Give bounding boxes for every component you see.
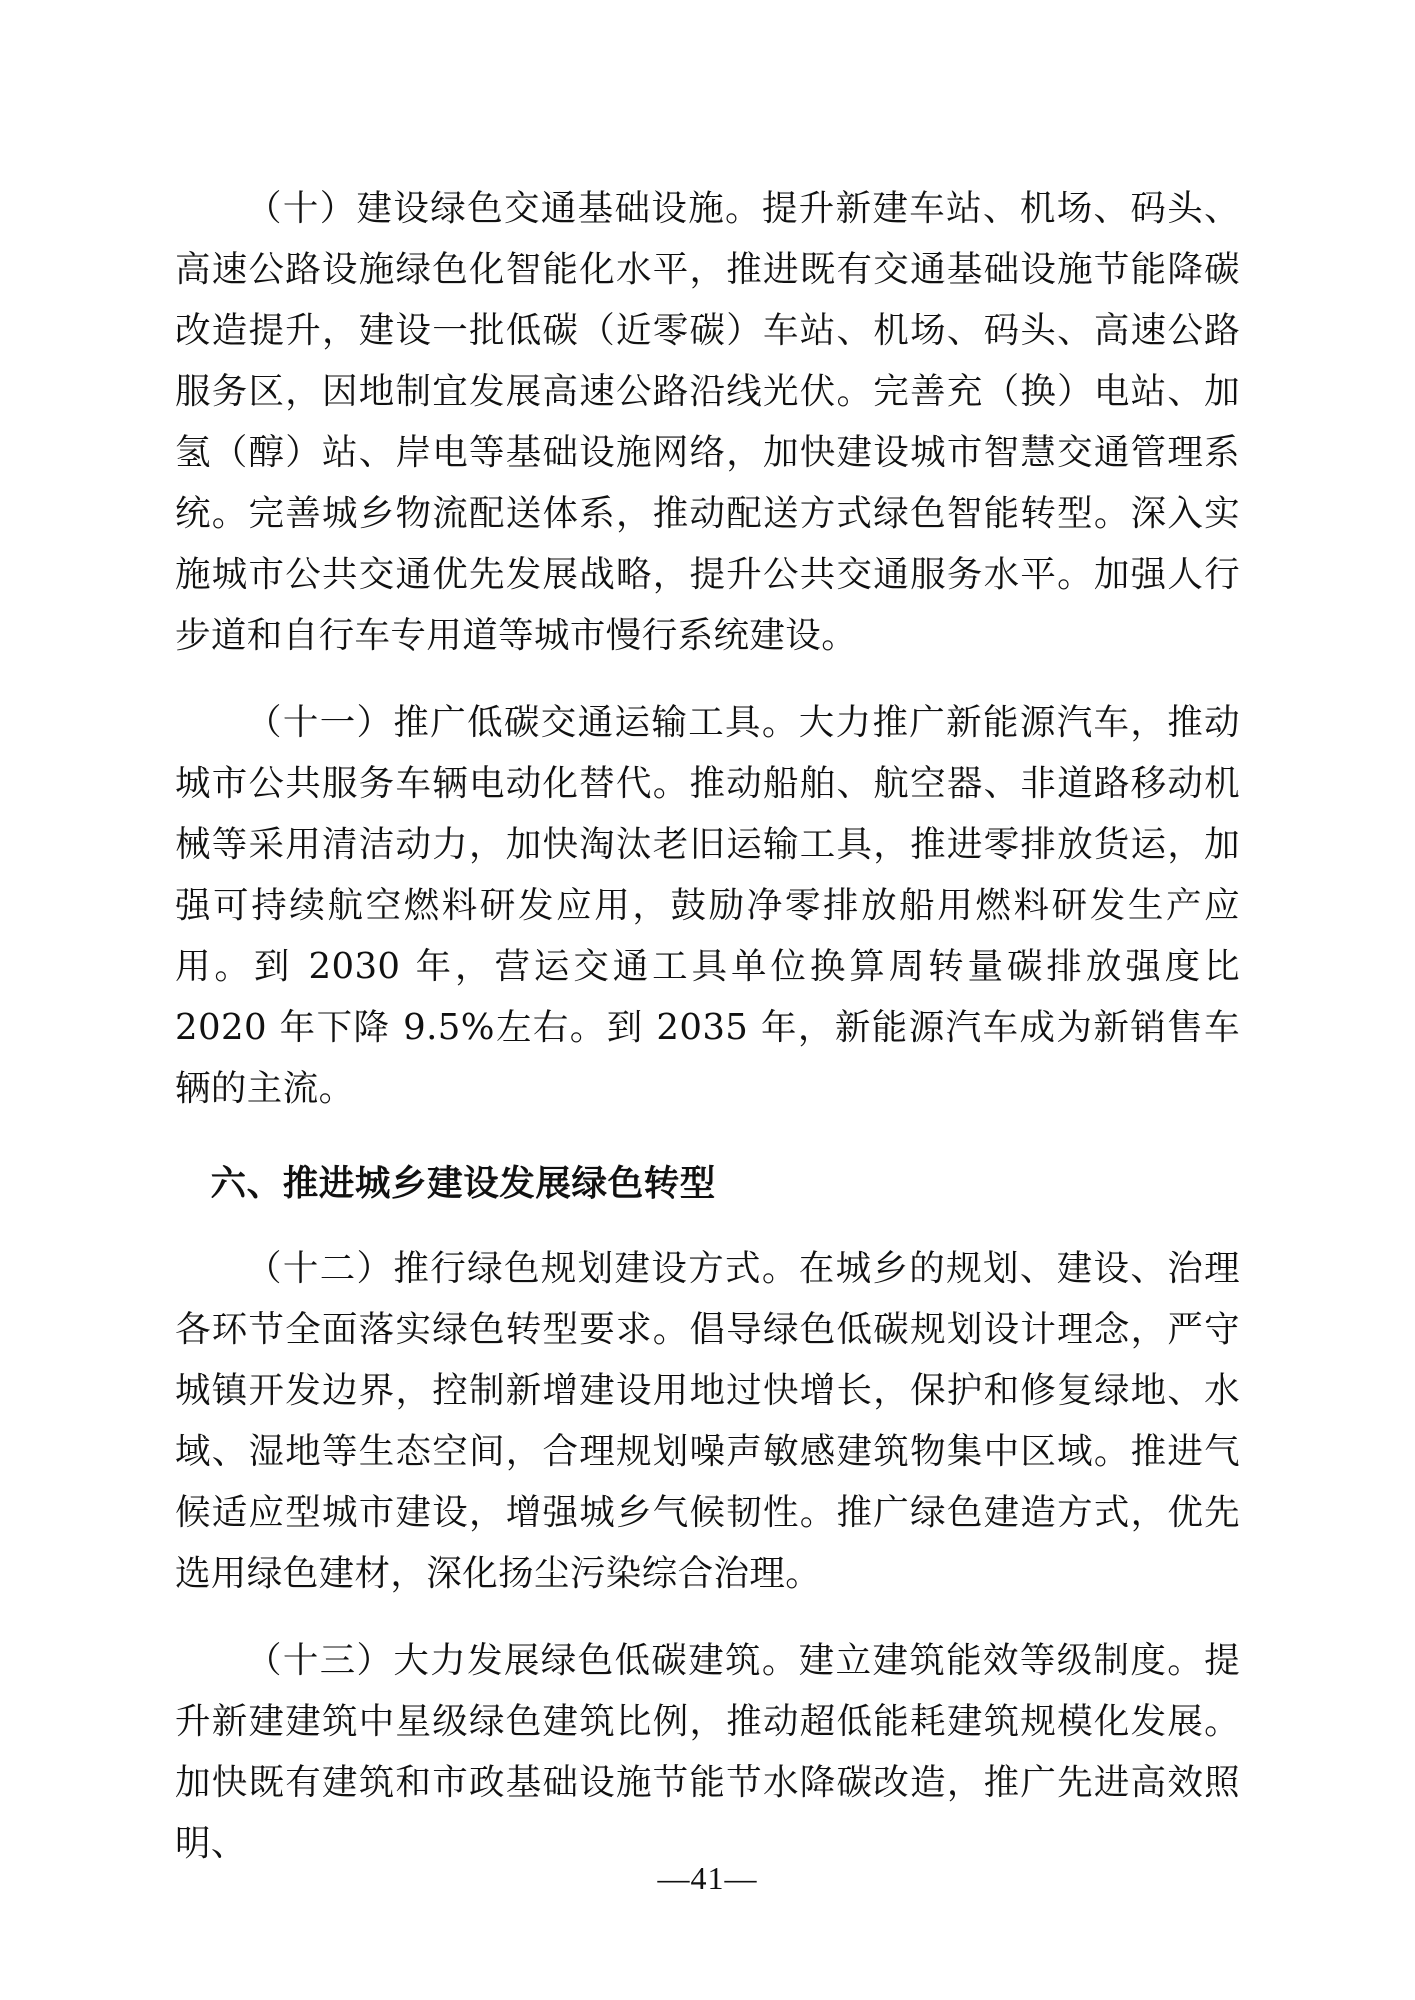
page-content <box>175 178 1240 1900</box>
page-number: —41— <box>657 1860 758 1896</box>
paragraph-item-10: （十）建设绿色交通基础设施。提升新建车站、机场、码头、高速公路设施绿色化智能化水平，推进既有交通基础设施节能降碳改造提升，建设一批低碳（近零碳）车站、机场、码头、高速公路服务区，因地制宜发展高速公路沿线光伏。完善充（换）电站、加氢（醇）站、岸电等基础设施网络，加快建设城市智慧交通管理系统。完善城乡物流配送体系，推动配送方式绿色智能转型。深入实施城市公共交通优先发展战略，提升公共交通服务水平。加强人行步道和自行车专用道等城市慢行系统建设。 <box>175 188 1240 656</box>
paragraph-item-12: （十二）推行绿色规划建设方式。在城乡的规划、建设、治理各环节全面落实绿色转型要求。倡导绿色低碳规划设计理念，严守城镇开发边界，控制新增建设用地过快增长，保护和修复绿地、水域、湿地等生态空间，合理规划噪声敏感建筑物集中区域。推进气候适应型城市建设，增强城乡气候韧性。推广绿色建造方式，优先选用绿色建材，深化扬尘污染综合治理。 <box>175 1248 1240 1594</box>
paragraph-item-13: （十三）大力发展绿色低碳建筑。建立建筑能效等级制度。提升新建建筑中星级绿色建筑比例，推动超低能耗建筑规模化发展。加快既有建筑和市政基础设施节能节水降碳改造，推广先进高效照明、 <box>175 1640 1240 1864</box>
paragraph-item-11: （十一）推广低碳交通运输工具。大力推广新能源汽车，推动城市公共服务车辆电动化替代。推动船舶、航空器、非道路移动机械等采用清洁动力，加快淘汰老旧运输工具，推进零排放货运，加强可持续航空燃料研发应用，鼓励净零排放船用燃料研发生产应用。到 2030 年，营运交通工具单位换算周转量碳排放强度比 2020 年下降 9.5%左右。到 2035 年，新能源汽车成为新销售车辆的主流。 <box>175 702 1240 1109</box>
section-heading: 六、推进城乡建设发展绿色转型 <box>210 1163 716 1204</box>
